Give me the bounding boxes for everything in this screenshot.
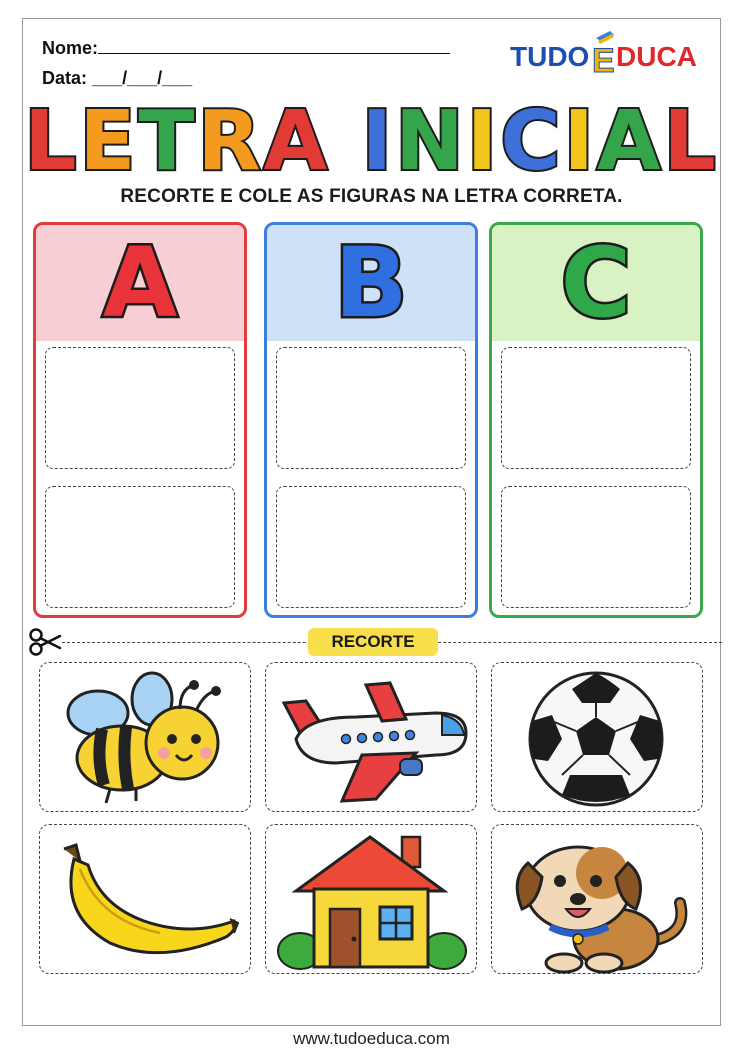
paste-slot[interactable]: [501, 347, 691, 469]
title-letter: I: [563, 94, 598, 189]
picture-card-bee[interactable]: [39, 662, 251, 812]
date-blanks[interactable]: ___/___/___: [92, 68, 193, 88]
column-letter: C: [560, 227, 632, 339]
footer-url[interactable]: www.tudoeduca.com: [293, 1029, 450, 1048]
picture-card-banana[interactable]: [39, 824, 251, 974]
paste-slot[interactable]: [276, 486, 466, 608]
title-letter: E: [79, 94, 139, 189]
dog-picture: [492, 825, 704, 975]
letter-column-c: [489, 222, 703, 618]
paste-slot[interactable]: [501, 486, 691, 608]
picture-card-soccer-ball[interactable]: [491, 662, 703, 812]
column-letter: A: [102, 227, 178, 339]
scissors-icon: [28, 626, 62, 658]
letter-column-b: [264, 222, 478, 618]
title-letter: A: [263, 94, 331, 189]
cut-label: RECORTE: [308, 628, 438, 656]
name-line[interactable]: [98, 53, 450, 54]
title-letter: I: [466, 94, 501, 189]
title-letter: R: [197, 94, 264, 189]
letter-column-a: [33, 222, 247, 618]
title-letter: A: [597, 94, 664, 189]
date-field[interactable]: [42, 68, 192, 89]
paste-slot[interactable]: [276, 347, 466, 469]
tudoeduca-logo: [510, 26, 720, 86]
title-letter: L: [663, 94, 719, 189]
name-field[interactable]: [42, 38, 450, 59]
page-title: [0, 92, 743, 192]
picture-card-airplane[interactable]: [265, 662, 477, 812]
title-letter: N: [395, 94, 467, 189]
paste-slot[interactable]: [45, 347, 235, 469]
column-letter: B: [334, 227, 408, 339]
name-label: Nome:: [42, 38, 99, 58]
title-letter: T: [138, 94, 198, 189]
paste-slot[interactable]: [45, 486, 235, 608]
bee-picture: [40, 663, 252, 813]
date-label: Data:: [42, 68, 88, 88]
logo-text-right: DUCA: [616, 41, 697, 72]
airplane-picture: [266, 663, 478, 813]
title-letter: C: [500, 94, 564, 189]
logo-text-mid: E: [592, 42, 615, 80]
soccer-ball-picture: [492, 663, 704, 813]
picture-card-dog[interactable]: [491, 824, 703, 974]
title-space: [330, 94, 362, 189]
picture-card-house[interactable]: [265, 824, 477, 974]
instruction-text: RECORTE E COLE AS FIGURAS NA LETRA CORRETA.: [120, 186, 623, 207]
banana-picture: [40, 825, 252, 975]
title-letter: L: [24, 94, 80, 189]
title-letter: I: [361, 94, 396, 189]
logo-text-left: TUDO: [510, 41, 590, 72]
house-picture: [266, 825, 478, 975]
